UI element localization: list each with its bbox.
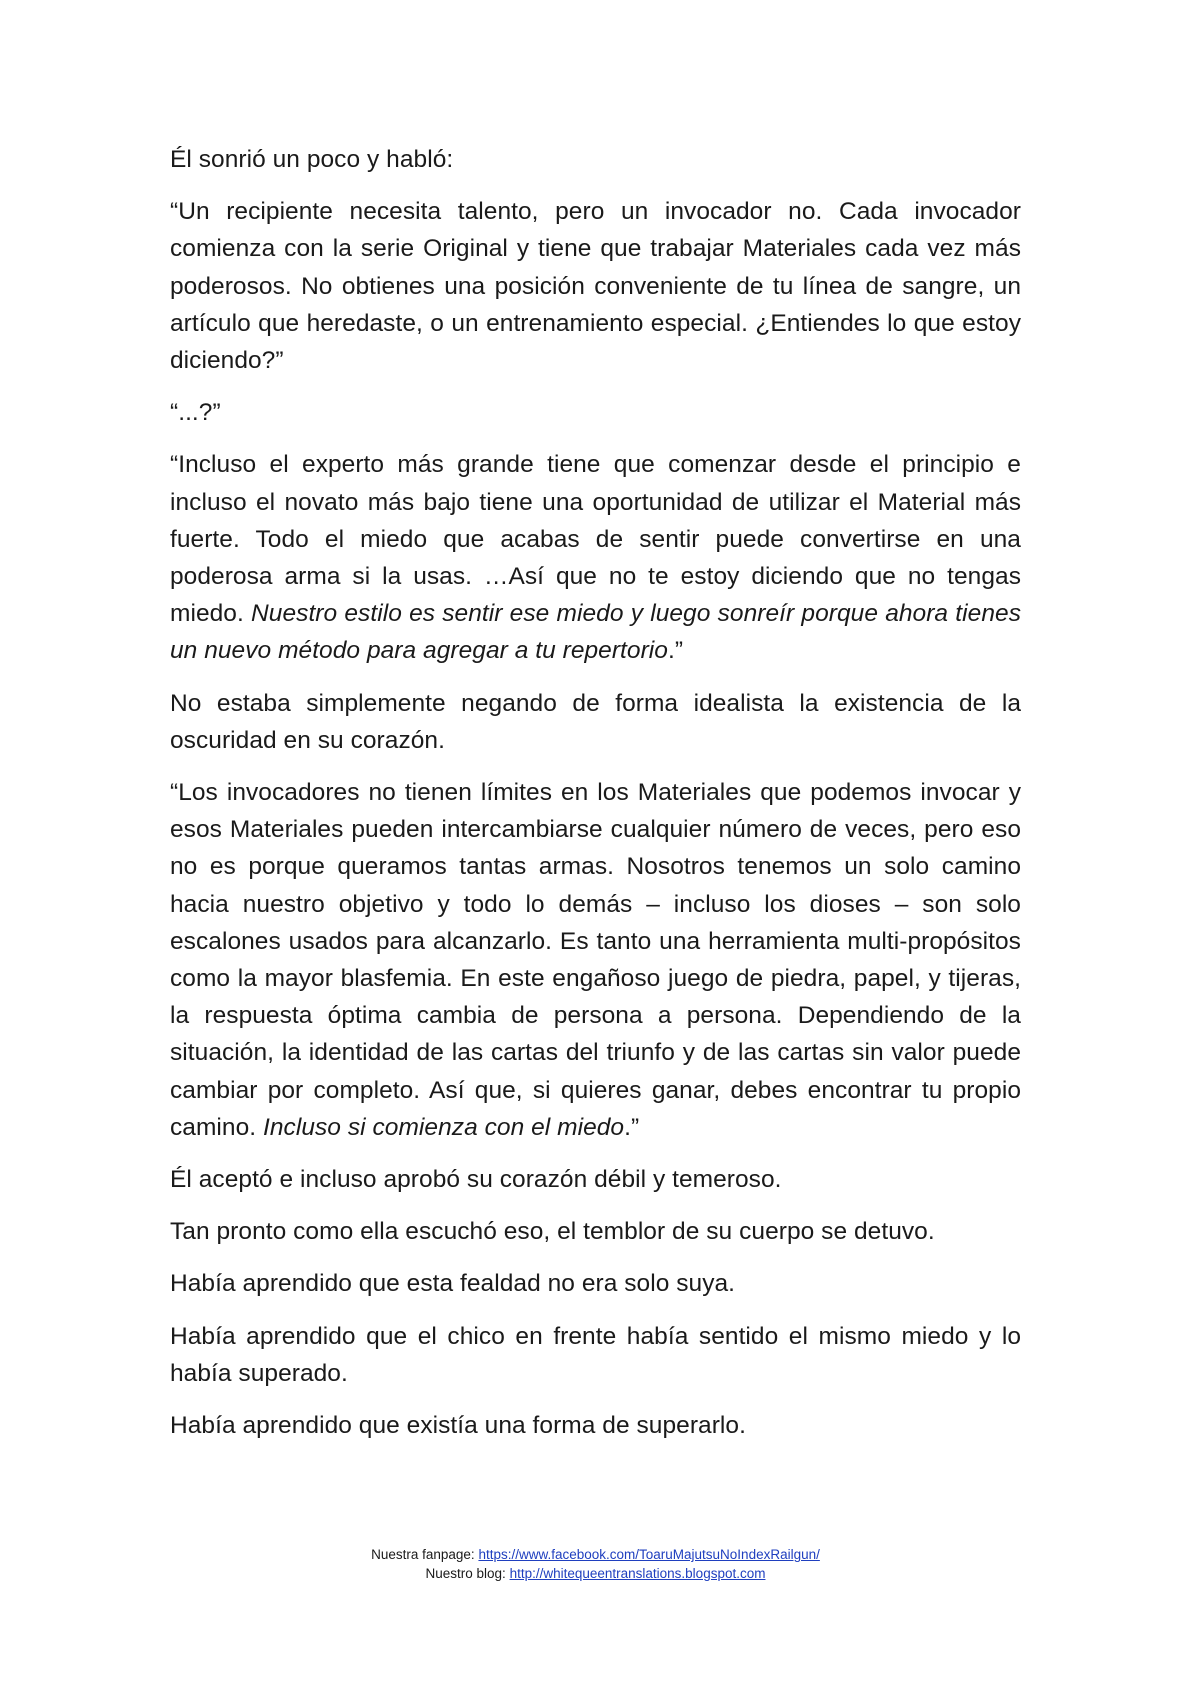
paragraph (170, 685, 1021, 759)
paragraph-text: “Un recipiente necesita talento, pero un invocador no. Cada invocador comienza con la serie Original y tiene que trabajar Materiales cada vez más poderosos. No obtienes una posición conveniente de tu línea de sangre, un artículo que heredaste, o un entrenamiento especial. ¿Entiendes lo que estoy diciendo?” (170, 198, 1021, 375)
blog-link[interactable]: http://whitequeentranslations.blogspot.com (509, 1566, 766, 1581)
fanpage-link[interactable]: https://www.facebook.com/ToaruMajutsuNoIndexRailgun/ (478, 1547, 820, 1562)
paragraph (170, 193, 1021, 379)
paragraph-text: Tan pronto como ella escuchó eso, el temblor de su cuerpo se detuvo. (170, 1218, 935, 1246)
paragraph-text: Había aprendido que el chico en frente había sentido el mismo miedo y lo había superado. (170, 1322, 1021, 1387)
italic-text: Nuestro estilo es sentir ese miedo y luego sonreír porque ahora tienes un nuevo método para agregar a tu repertorio (170, 600, 1021, 665)
paragraph (170, 1407, 1021, 1444)
paragraph-text: .” (667, 637, 684, 665)
paragraph (170, 1161, 1021, 1198)
paragraph (170, 1318, 1021, 1392)
footer-fanpage-line (0, 1545, 1191, 1564)
page-footer (0, 1545, 1191, 1583)
paragraph-text: “Los invocadores no tienen límites en los Materiales que podemos invocar y esos Materiales pueden intercambiarse cualquier número de veces, pero eso no es porque queramos tantas armas. Nosotros tenemos un solo camino hacia nuestro objetivo y todo lo demás – incluso los dioses – son solo escalones usados para alcanzarlo. Es tanto una herramienta multi-propósitos como la mayor blasfemia. En este engañoso juego de piedra, papel, y tijeras, la respuesta óptima cambia de persona a persona. Dependiendo de la situación, la identidad de las cartas del triunfo y de las cartas sin valor puede cambiar por completo. Así que, si quieres ganar, debes encontrar tu propio camino. (170, 779, 1021, 1141)
paragraph (170, 1265, 1021, 1302)
paragraph-text: .” (624, 1113, 640, 1141)
footer-fanpage-label: Nuestra fanpage: (371, 1547, 479, 1562)
paragraph-text: Él aceptó e incluso aprobó su corazón débil y temeroso. (170, 1166, 782, 1194)
paragraph-text: Había aprendido que existía una forma de superarlo. (170, 1412, 746, 1440)
paragraph (170, 1213, 1021, 1250)
paragraph (170, 774, 1021, 1146)
paragraph-text: Él sonrió un poco y habló: (170, 146, 454, 173)
paragraph (170, 394, 1021, 431)
italic-text: Incluso si comienza con el miedo (263, 1113, 625, 1141)
paragraph-text: No estaba simplemente negando de forma idealista la existencia de la oscuridad en su corazón. (170, 689, 1021, 754)
paragraph-text: Había aprendido que esta fealdad no era solo suya. (170, 1270, 736, 1298)
paragraph (170, 141, 1021, 178)
footer-blog-line (0, 1564, 1191, 1583)
paragraph-text: “...?” (170, 399, 221, 427)
paragraph-text: “Incluso el experto más grande tiene que comenzar desde el principio e incluso el novato más bajo tiene una oportunidad de utilizar el Material más fuerte. Todo el miedo que acabas de sentir puede convertirse en una poderosa arma si la usas. …Así que no te estoy diciendo que no tengas miedo. (170, 451, 1021, 628)
body-text (170, 141, 1021, 1459)
paragraph (170, 446, 1021, 669)
footer-blog-label: Nuestro blog: (425, 1566, 510, 1581)
